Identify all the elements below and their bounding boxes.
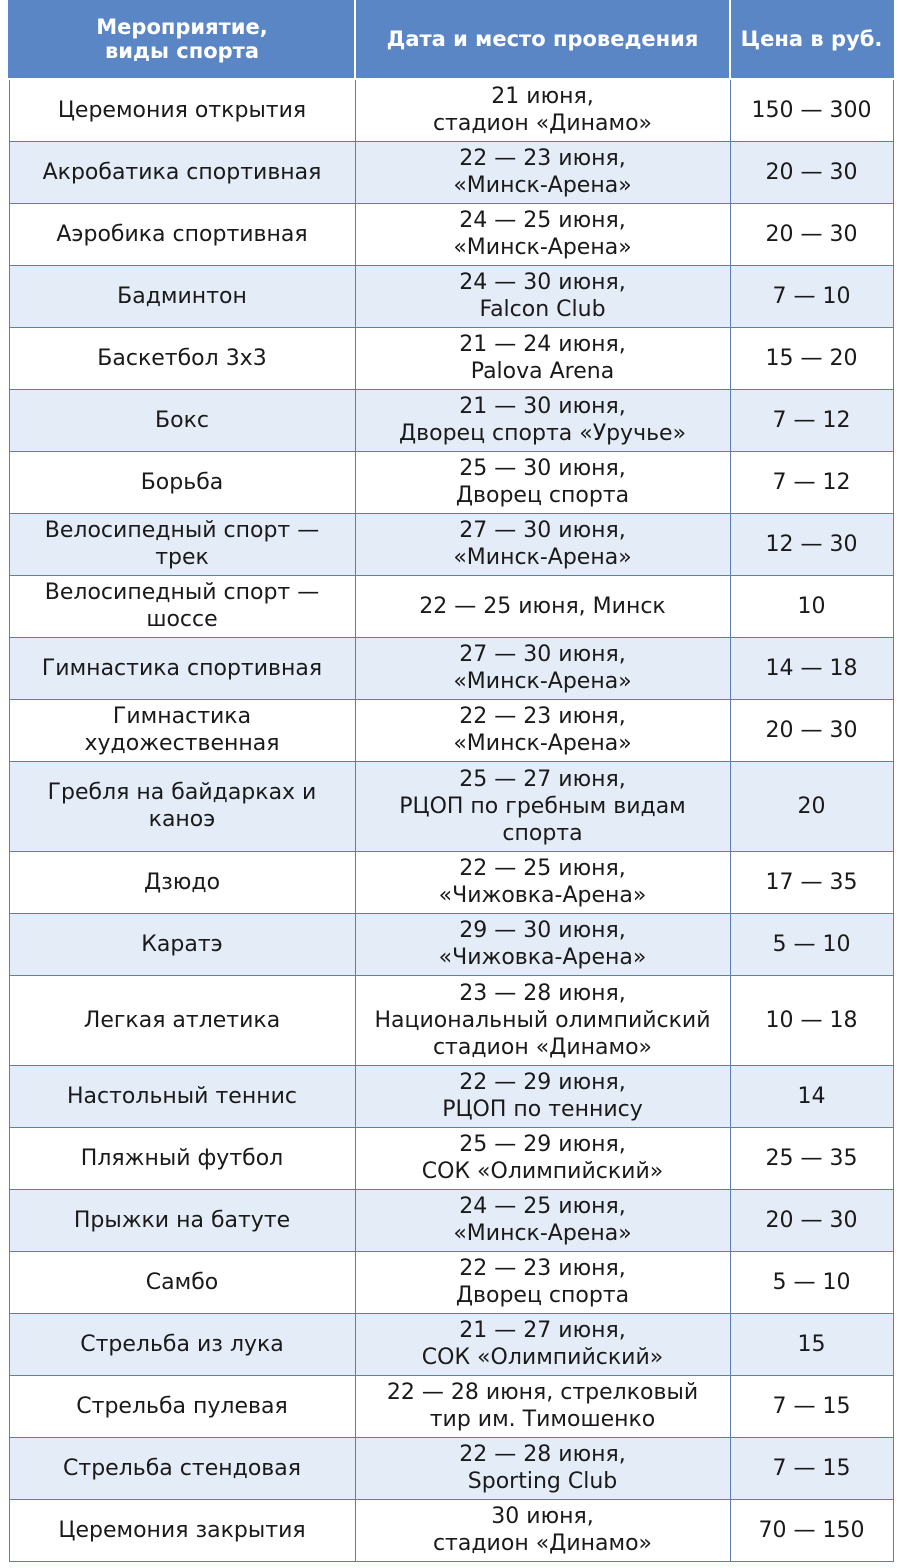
cell-event: Самбо: [9, 1251, 355, 1313]
cell-event: Бадминтон: [9, 265, 355, 327]
cell-date-place: 24 — 25 июня, «Минск-Арена»: [355, 1189, 730, 1251]
schedule-table-container: [8, 0, 892, 1562]
cell-event: Гимнастика художественная: [9, 699, 355, 761]
cell-price: 5 — 10: [730, 913, 893, 975]
cell-price: 70 — 150: [730, 1499, 893, 1561]
cell-event: Церемония открытия: [9, 79, 355, 141]
cell-event: Прыжки на батуте: [9, 1189, 355, 1251]
cell-date-place: 22 — 25 июня, Минск: [355, 575, 730, 637]
cell-date-place: 21 — 30 июня, Дворец спорта «Уручье»: [355, 389, 730, 451]
cell-date-place: 23 — 28 июня, Национальный олимпийский стадион «Динамо»: [355, 975, 730, 1065]
table-row: [9, 79, 893, 141]
cell-event: Борьба: [9, 451, 355, 513]
cell-date-place: 22 — 29 июня, РЦОП по теннису: [355, 1065, 730, 1127]
header-event: Мероприятие, виды спорта: [9, 0, 355, 79]
table-row: [9, 1375, 893, 1437]
cell-date-place: 30 июня, стадион «Динамо»: [355, 1499, 730, 1561]
header-date-place: Дата и место проведения: [355, 0, 730, 79]
cell-event: Гимнастика спортивная: [9, 637, 355, 699]
cell-price: 14 — 18: [730, 637, 893, 699]
cell-event: Велосипедный спорт — шоссе: [9, 575, 355, 637]
cell-price: 20 — 30: [730, 203, 893, 265]
cell-event: Каратэ: [9, 913, 355, 975]
table-row: [9, 913, 893, 975]
cell-price: 17 — 35: [730, 851, 893, 913]
table-body: [9, 79, 893, 1561]
cell-date-place: 25 — 30 июня, Дворец спорта: [355, 451, 730, 513]
cell-price: 15: [730, 1313, 893, 1375]
schedule-table: [8, 0, 894, 1562]
cell-date-place: 22 — 28 июня, стрелковый тир им. Тимошенко: [355, 1375, 730, 1437]
cell-date-place: 24 — 30 июня, Falcon Club: [355, 265, 730, 327]
cell-event: Баскетбол 3х3: [9, 327, 355, 389]
cell-price: 5 — 10: [730, 1251, 893, 1313]
cell-date-place: 21 июня, стадион «Динамо»: [355, 79, 730, 141]
cell-price: 20 — 30: [730, 699, 893, 761]
cell-event: Гребля на байдарках и каноэ: [9, 761, 355, 851]
cell-event: Аэробика спортивная: [9, 203, 355, 265]
cell-price: 20 — 30: [730, 141, 893, 203]
cell-price: 14: [730, 1065, 893, 1127]
cell-price: 15 — 20: [730, 327, 893, 389]
cell-price: 7 — 10: [730, 265, 893, 327]
table-row: [9, 203, 893, 265]
table-header: [9, 0, 893, 79]
cell-event: Стрельба из лука: [9, 1313, 355, 1375]
header-price: Цена в руб.: [730, 0, 893, 79]
table-row: [9, 1499, 893, 1561]
cell-price: 7 — 12: [730, 451, 893, 513]
cell-price: 7 — 15: [730, 1437, 893, 1499]
cell-date-place: 22 — 23 июня, «Минск-Арена»: [355, 141, 730, 203]
cell-event: Стрельба пулевая: [9, 1375, 355, 1437]
cell-date-place: 27 — 30 июня, «Минск-Арена»: [355, 637, 730, 699]
cell-price: 7 — 12: [730, 389, 893, 451]
table-row: [9, 513, 893, 575]
table-row: [9, 1127, 893, 1189]
cell-date-place: 29 — 30 июня, «Чижовка-Арена»: [355, 913, 730, 975]
cell-event: Стрельба стендовая: [9, 1437, 355, 1499]
table-row: [9, 1313, 893, 1375]
cell-date-place: 21 — 24 июня, Palova Arena: [355, 327, 730, 389]
cell-event: Пляжный футбол: [9, 1127, 355, 1189]
cell-price: 10 — 18: [730, 975, 893, 1065]
cell-price: 10: [730, 575, 893, 637]
table-row: [9, 327, 893, 389]
cell-date-place: 22 — 23 июня, Дворец спорта: [355, 1251, 730, 1313]
table-row: [9, 975, 893, 1065]
table-row: [9, 1189, 893, 1251]
cell-date-place: 22 — 28 июня, Sporting Club: [355, 1437, 730, 1499]
cell-price: 12 — 30: [730, 513, 893, 575]
cell-price: 25 — 35: [730, 1127, 893, 1189]
table-row: [9, 1251, 893, 1313]
table-row: [9, 637, 893, 699]
table-row: [9, 1437, 893, 1499]
cell-date-place: 24 — 25 июня, «Минск-Арена»: [355, 203, 730, 265]
cell-price: 150 — 300: [730, 79, 893, 141]
table-row: [9, 699, 893, 761]
cell-event: Церемония закрытия: [9, 1499, 355, 1561]
table-row: [9, 1065, 893, 1127]
cell-event: Бокс: [9, 389, 355, 451]
cell-price: 7 — 15: [730, 1375, 893, 1437]
cell-date-place: 25 — 27 июня, РЦОП по гребным видам спорта: [355, 761, 730, 851]
cell-price: 20 — 30: [730, 1189, 893, 1251]
table-row: [9, 141, 893, 203]
cell-date-place: 25 — 29 июня, СОК «Олимпийский»: [355, 1127, 730, 1189]
cell-date-place: 27 — 30 июня, «Минск-Арена»: [355, 513, 730, 575]
cell-price: 20: [730, 761, 893, 851]
cell-event: Велосипедный спорт — трек: [9, 513, 355, 575]
table-row: [9, 451, 893, 513]
table-row: [9, 389, 893, 451]
cell-date-place: 21 — 27 июня, СОК «Олимпийский»: [355, 1313, 730, 1375]
table-row: [9, 761, 893, 851]
table-row: [9, 265, 893, 327]
cell-event: Дзюдо: [9, 851, 355, 913]
cell-event: Акробатика спортивная: [9, 141, 355, 203]
cell-date-place: 22 — 25 июня, «Чижовка-Арена»: [355, 851, 730, 913]
cell-date-place: 22 — 23 июня, «Минск-Арена»: [355, 699, 730, 761]
table-row: [9, 575, 893, 637]
cell-event: Легкая атлетика: [9, 975, 355, 1065]
table-row: [9, 851, 893, 913]
cell-event: Настольный теннис: [9, 1065, 355, 1127]
